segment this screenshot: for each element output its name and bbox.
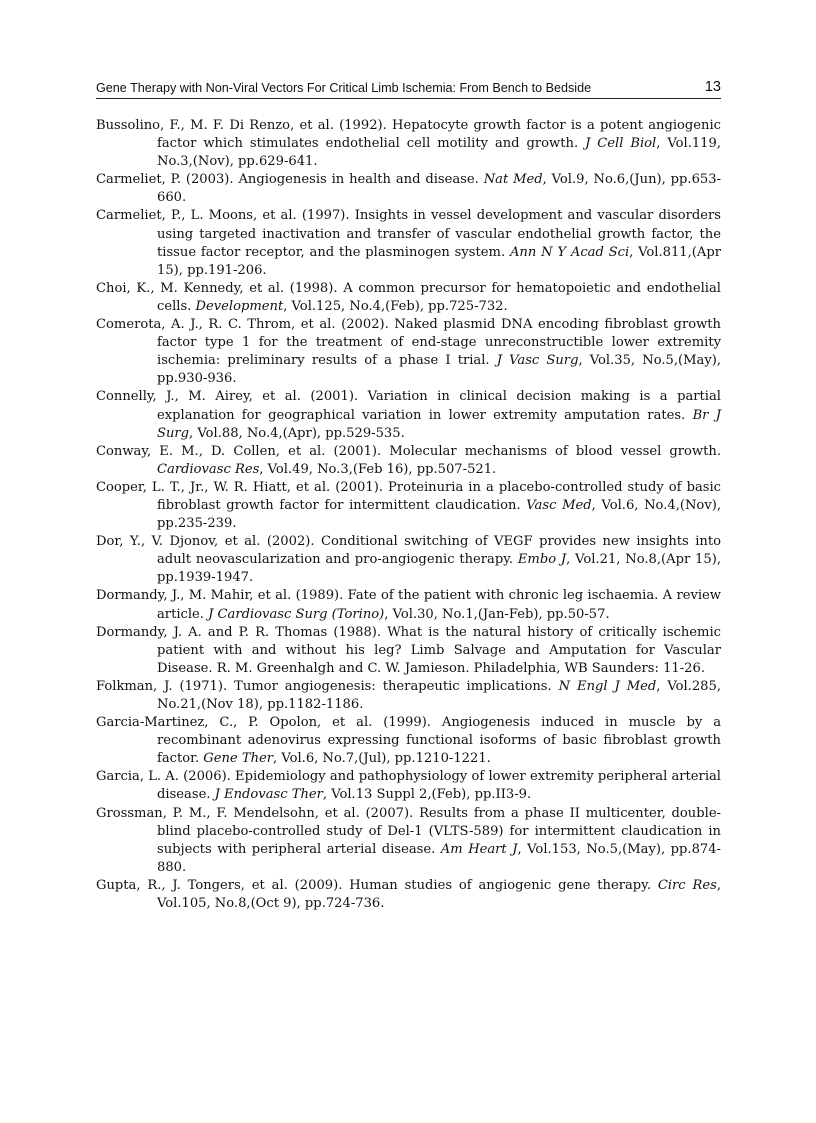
reference-entry: Gupta, R., J. Tongers, et al. (2009). Human studies of angiogenic gene therapy. Circ Res, Vol.105, No.8,(Oct 9), pp.724-736. (96, 877, 721, 912)
journal-title: Embo J (517, 552, 567, 568)
journal-title: Am Heart J (440, 841, 518, 857)
journal-title: Vasc Med (526, 497, 592, 513)
reference-entry: Carmeliet, P. (2003). Angiogenesis in health and disease. Nat Med, Vol.9, No.6,(Jun), pp.653-660. (96, 172, 721, 206)
reference-entry: Dormandy, J., M. Mahir, et al. (1989). Fate of the patient with chronic leg ischaemia. A review article. J Cardiovasc Surg (Torino), Vol.30, No.1,(Jan-Feb), pp.50-57. (96, 588, 721, 622)
reference-entry: Choi, K., M. Kennedy, et al. (1998). A common precursor for hematopoietic and endothelial cells. Development, Vol.125, No.4,(Feb), pp.725-732. (96, 280, 721, 314)
page-number: 13 (704, 79, 721, 95)
journal-title: Br J Surg (157, 407, 721, 441)
reference-entry: Garcia, L. A. (2006). Epidemiology and pathophysiology of lower extremity peripheral arterial disease. J Endovasc Ther, Vol.13 Suppl 2,(Feb), pp.II3-9. (96, 769, 721, 803)
journal-title: Nat Med (483, 172, 543, 188)
journal-title: J Cardiovasc Surg (Torino) (208, 606, 385, 622)
reference-entry: Carmeliet, P., L. Moons, et al. (1997). Insights in vessel development and vascular disorders using targeted inactivation and transfer of vascular endothelial growth factor, the tissue factor receptor, and the plasminogen system. Ann N Y Acad Sci, Vol.811,(Apr 15), pp.191-206. (96, 208, 722, 278)
reference-entry: Garcia-Martinez, C., P. Opolon, et al. (1999). Angiogenesis induced in muscle by a recombinant adenovirus expressing functional isoforms of basic fibroblast growth factor. Gene Ther, Vol.6, No.7,(Jul), pp.1210-1221. (96, 715, 721, 767)
reference-entry: Conway, E. M., D. Collen, et al. (2001). Molecular mechanisms of blood vessel growth. Cardiovasc Res, Vol.49, No.3,(Feb 16), pp.507-521. (96, 443, 721, 477)
reference-entry: Comerota, A. J., R. C. Throm, et al. (2002). Naked plasmid DNA encoding fibroblast growth factor type 1 for the treatment of end-stage unreconstructible lower extremity ischemia: preliminary results of a phase I trial. J Vasc Surg, Vol.35, No.5,(May), pp.930-936. (96, 317, 721, 387)
journal-title: Ann N Y Acad Sci (509, 244, 630, 260)
journal-title: N Engl J Med (558, 678, 657, 694)
reference-entry: Grossman, P. M., F. Mendelsohn, et al. (2007). Results from a phase II multicenter, double-blind placebo-controlled study of Del-1 (VLTS-589) for intermittent claudication in subjects with peripheral arterial disease. Am Heart J, Vol.153, No.5,(May), pp.874-880. (96, 805, 721, 875)
reference-entry: Bussolino, F., M. F. Di Renzo, et al. (1992). Hepatocyte growth factor is a potent angiogenic factor which stimulates endothelial cell motility and growth. J Cell Biol, Vol.119, No.3,(Nov), pp.629-641. (96, 118, 722, 170)
reference-entry: Dormandy, J. A. and P. R. Thomas (1988). What is the natural history of critically ischemic patient with and without his leg? Limb Salvage and Amputation for Vascular Disease. R. M. Greenhalgh and C. W. Jamieson. Philadelphia, WB Saunders: 11-26. (96, 624, 721, 676)
reference-entry: Connelly, J., M. Airey, et al. (2001). Variation in clinical decision making is a partial explanation for geographical variation in lower extremity amputation rates. Br J Surg, Vol.88, No.4,(Apr), pp.529-535. (96, 389, 721, 441)
journal-title: J Cell Biol (585, 136, 657, 152)
journal-title: Circ Res (657, 877, 717, 893)
running-title: Gene Therapy with Non-Viral Vectors For Critical Limb Ischemia: From Bench to Bedside (96, 81, 592, 95)
reference-entry: Folkman, J. (1971). Tumor angiogenesis: therapeutic implications. N Engl J Med, Vol.285, No.21,(Nov 18), pp.1182-1186. (96, 678, 721, 712)
reference-list (96, 117, 721, 913)
reference-entry: Dor, Y., V. Djonov, et al. (2002). Conditional switching of VEGF provides new insights into adult neovascularization and pro-angiogenic therapy. Embo J, Vol.21, No.8,(Apr 15), pp.1939-1947. (96, 534, 721, 586)
journal-title: J Endovasc Ther (214, 787, 323, 803)
journal-title: Gene Ther (203, 751, 274, 767)
running-header (96, 78, 721, 99)
journal-title: Development (195, 298, 284, 314)
reference-entry: Cooper, L. T., Jr., W. R. Hiatt, et al. (2001). Proteinuria in a placebo-controlled study of basic fibroblast growth factor for intermittent claudication. Vasc Med, Vol.6, No.4,(Nov), pp.235-239. (96, 479, 721, 532)
journal-title: J Vasc Surg (496, 353, 579, 369)
journal-title: Cardiovasc Res (157, 461, 260, 477)
